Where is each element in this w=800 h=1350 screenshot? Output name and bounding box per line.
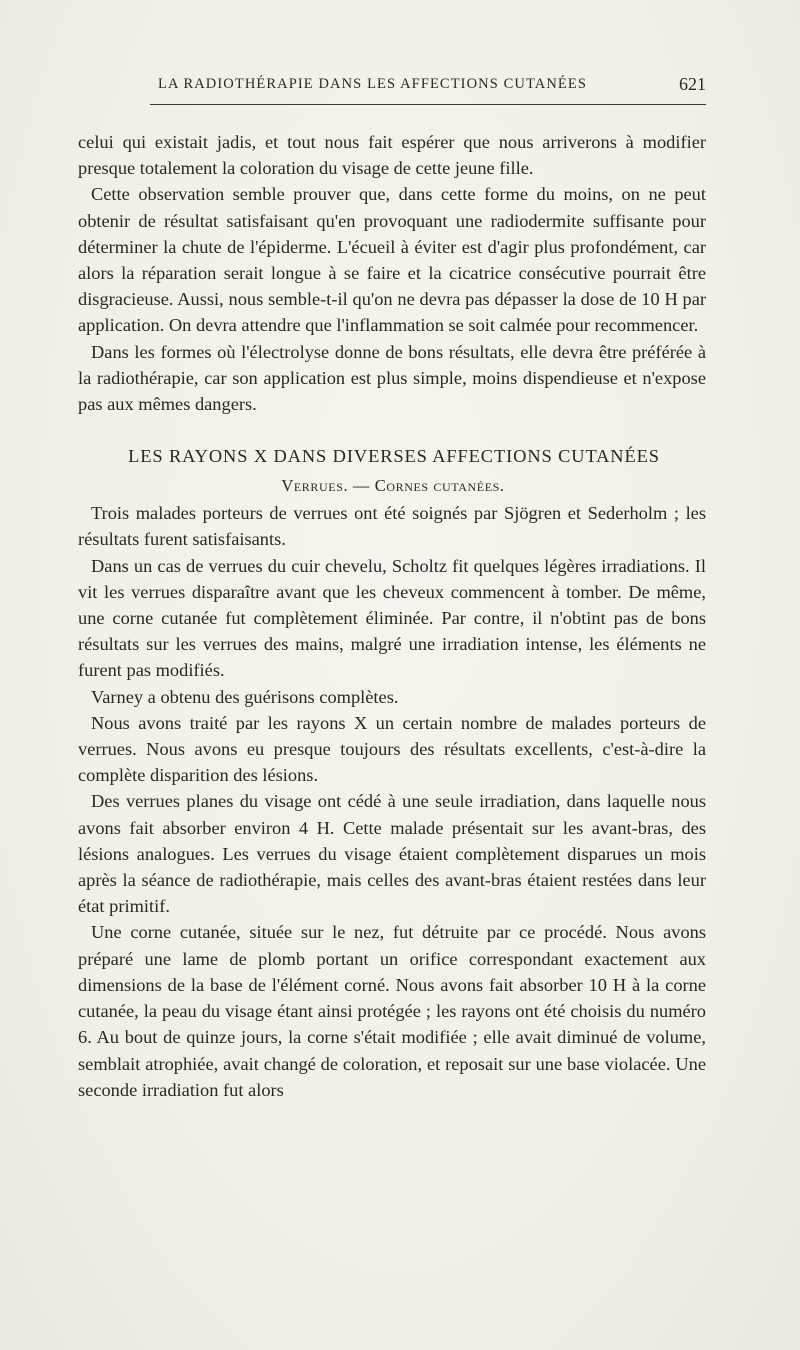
paragraph: Trois malades porteurs de verrues ont été soignés par Sjögren et Sederholm ; les résultats furent satisfaisants. bbox=[78, 503, 706, 550]
page-header bbox=[150, 76, 706, 98]
header-rule bbox=[150, 104, 706, 105]
paragraph: Des verrues planes du visage ont cédé à une seule irradiation, dans laquelle nous avons fait absorber environ 4 H. Cette malade présentait sur les avant-bras, des lésions analogues. Les verrues du visage étaient complètement disparues un mois après la séance de radiothérapie, mais celles des avant-bras étaient restées dans leur état primitif. bbox=[78, 791, 706, 917]
paragraph: Varney a obtenu des guérisons complètes. bbox=[91, 686, 399, 707]
paragraph: Dans les formes où l'électrolyse donne de bons résultats, elle devra être préférée à la radiothérapie, car son application est plus simple, moins dispendieuse et n'expose pas aux mêmes dangers. bbox=[78, 341, 706, 415]
page-body bbox=[78, 129, 706, 1103]
paragraph: Une corne cutanée, située sur le nez, fut détruite par ce procédé. Nous avons préparé une lame de plomb portant un orifice correspondant exactement aux dimensions de la base de l'élément corné. Nous avons fait absorber 10 H à la corne cutanée, la peau du visage étant ainsi protégée ; les rayons ont été choisis du numéro 6. Au bout de quinze jours, la corne s'était modifiée ; elle avait diminué de volume, semblait atrophiée, avait changé de coloration, et reposait sur une base violacée. Une seconde irradiation fut alors bbox=[78, 922, 706, 1100]
subsection-title: Verrues. — Cornes cutanées. bbox=[281, 476, 505, 496]
section-title: LES RAYONS X DANS DIVERSES AFFECTIONS CUTANÉES bbox=[128, 446, 660, 467]
running-title: LA RADIOTHÉRAPIE DANS LES AFFECTIONS CUTANÉES bbox=[158, 76, 587, 92]
paragraph: Dans un cas de verrues du cuir chevelu, Scholtz fit quelques légères irradiations. Il vit les verrues disparaître avant que les cheveux commencent à tomber. De même, une corne cutanée fut complètement éliminée. Par contre, il n'obtint pas de bons résultats sur les verrues des mains, malgré une irradiation intense, les éléments ne furent pas modifiés. bbox=[78, 555, 706, 681]
paragraph: Cette observation semble prouver que, dans cette forme du moins, on ne peut obtenir de résultat satisfaisant qu'en provoquant une radiodermite suffisante pour déterminer la chute de l'épiderme. L'écueil à éviter est d'agir plus profondément, car alors la réparation serait longue à se faire et la cicatrice consécutive pourrait être disgracieuse. Aussi, nous semble-t-il qu'on ne devra pas dépasser la dose de 10 H par application. On devra attendre que l'inflammation se soit calmée pour recommencer. bbox=[78, 184, 706, 336]
page-number: 621 bbox=[679, 74, 706, 94]
paragraph-continuation: celui qui existait jadis, et tout nous fait espérer que nous arriverons à modifier presque totalement la coloration du visage de cette jeune fille. bbox=[78, 132, 706, 179]
paragraph: Nous avons traité par les rayons X un certain nombre de malades porteurs de verrues. Nous avons eu presque toujours des résultats excellents, c'est-à-dire la complète disparition des lésions. bbox=[78, 712, 706, 786]
